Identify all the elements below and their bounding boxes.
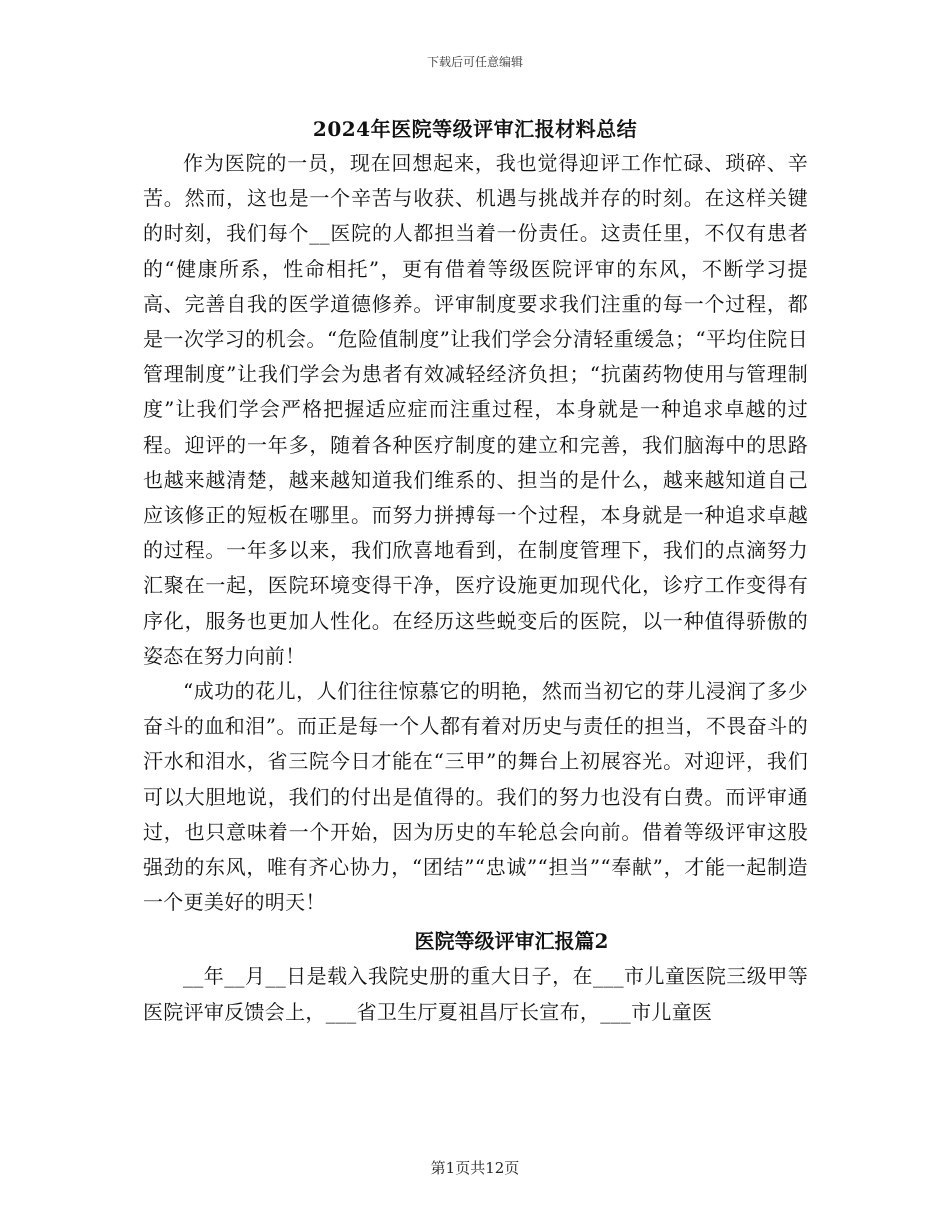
document-body [143,146,808,1030]
document-title: 2024年医院等级评审汇报材料总结 [312,117,638,141]
page-number: 第1页共12页 [430,1159,520,1177]
section-title: 医院等级评审汇报篇2 [414,929,609,954]
header-note: 下载后可任意编辑 [426,55,523,69]
paragraph: “成功的花儿，人们往往惊慕它的明艳，然而当初它的芽儿浸润了多少奋斗的血和泪”。而正是每一个人都有着对历史与责任的担当，不畏奋斗的汗水和泪水，省三院今日才能在“三甲”的舞台上初展容光。对迎评，我们可以大胆地说，我们的付出是值得的。我们的努力也没有白费。而评审通过，也只意味着一个开始，因为历史的车轮总会向前。借着等级评审这股强劲的东风，唯有齐心协力，“团结”“忠诚”“担当”“奉献”，才能一起制造一个更美好的明天！ [143,679,808,915]
paragraph: __年__月__日是载入我院史册的重大日子，在___市儿童医院三级甲等医院评审反馈会上，___省卫生厅夏祖昌厅长宣布，___市儿童医 [143,964,808,1024]
paragraph: 作为医院的一员，现在回想起来，我也觉得迎评工作忙碌、琐碎、辛苦。然而，这也是一个辛苦与收获、机遇与挑战并存的时刻。在这样关键的时刻，我们每个__医院的人都担当着一份责任。这责任里，不仅有患者的“健康所系，性命相托”，更有借着等级医院评审的东风，不断学习提高、完善自我的医学道德修养。评审制度要求我们注重的每一个过程，都是一次学习的机会。“危险值制度”让我们学会分清轻重缓急；“平均住院日管理制度”让我们学会为患者有效减轻经济负担；“抗菌药物使用与管理制度”让我们学会严格把握适应症而注重过程，本身就是一种追求卓越的过程。迎评的一年多，随着各种医疗制度的建立和完善，我们脑海中的思路也越来越清楚，越来越知道我们维系的、担当的是什么，越来越知道自己应该修正的短板在哪里。而努力拼搏每一个过程，本身就是一种追求卓越的过程。一年多以来，我们欣喜地看到，在制度管理下，我们的点滴努力汇聚在一起，医院环境变得干净，医疗设施更加现代化，诊疗工作变得有序化，服务也更加人性化。在经历这些蜕变后的医院，以一种值得骄傲的姿态在努力向前！ [143,151,808,668]
